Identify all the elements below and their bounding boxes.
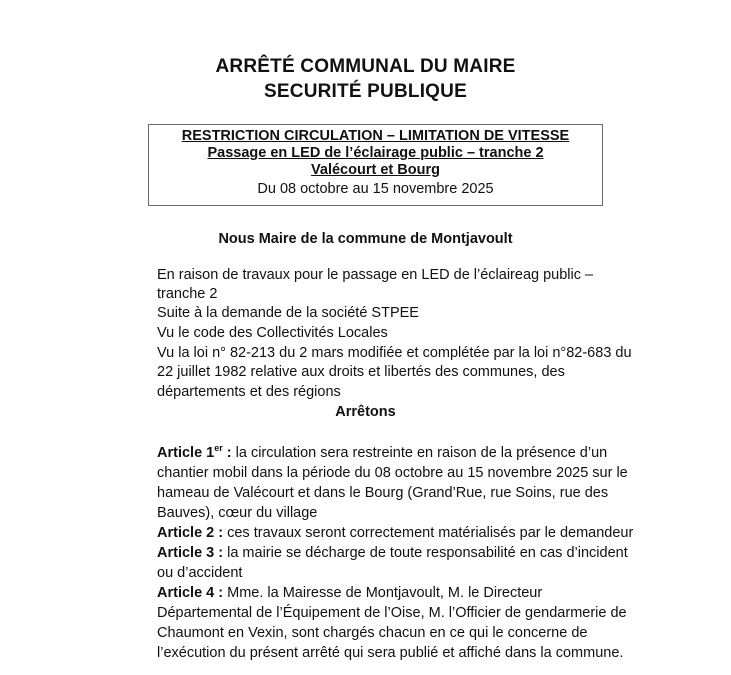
article-4-line: l’exécution du présent arrêté qui sera publié et affiché dans la commune. (157, 645, 624, 661)
consideration-line: Vu le code des Collectivités Locales (157, 325, 388, 341)
project-title: Passage en LED de l’éclairage public – tranche 2 (207, 145, 544, 161)
article-1-line: chantier mobil dans la période du 08 octobre au 15 novembre 2025 sur le (157, 465, 628, 481)
article-4-line: Départemental de l’Équipement de l’Oise, M. l’Officier de gendarmerie de (157, 605, 627, 621)
decision-heading: Arrêtons (335, 404, 396, 420)
article-4-label: Article 4 : (157, 585, 224, 601)
article-3-label: Article 3 : (157, 545, 224, 561)
consideration-line: départements et des régions (157, 384, 341, 400)
restriction-heading: RESTRICTION CIRCULATION – LIMITATION DE VITESSE (181, 128, 570, 144)
consideration-line: Vu la loi n° 82-213 du 2 mars modifiée et complétée par la loi n°82-683 du (157, 345, 632, 361)
mayor-statement: Nous Maire de la commune de Montjavoult (218, 231, 513, 247)
consideration-line: tranche 2 (157, 286, 218, 302)
article-1-line: Bauves), cœur du village (157, 505, 318, 521)
article-1-line: hameau de Valécourt et dans le Bourg (Grand’Rue, rue Soins, rue des (157, 485, 609, 501)
article-3-line: Article 3 : la mairie se décharge de toute responsabilité en cas d’incident (157, 545, 628, 561)
article-4-line: Article 4 : Mme. la Mairesse de Montjavoult, M. le Directeur (157, 585, 543, 601)
locations: Valécourt et Bourg (311, 162, 440, 178)
article-4-line: Chaumont en Vexin, sont chargés chacun en ce qui le concerne de (157, 625, 588, 641)
document-title: ARRÊTÉ COMMUNAL DU MAIRE (215, 56, 516, 77)
article-2-label: Article 2 : (157, 525, 224, 541)
article-1-label: Article 1er : (157, 443, 232, 461)
document-subtitle: SECURITÉ PUBLIQUE (264, 81, 467, 102)
consideration-line: En raison de travaux pour le passage en LED de l’éclaireag public – (157, 267, 594, 283)
restriction-box (148, 124, 603, 206)
article-2-line: Article 2 : ces travaux seront correctement matérialisés par le demandeur (157, 525, 634, 541)
date-range: Du 08 octobre au 15 novembre 2025 (257, 181, 494, 197)
consideration-line: Suite à la demande de la société STPEE (157, 305, 419, 321)
article-3-line: ou d’accident (157, 565, 243, 581)
article-1-line: Article 1er : la circulation sera restreinte en raison de la présence d’un (157, 443, 608, 461)
consideration-line: 22 juillet 1982 relative aux droits et libertés des communes, des (157, 364, 565, 380)
